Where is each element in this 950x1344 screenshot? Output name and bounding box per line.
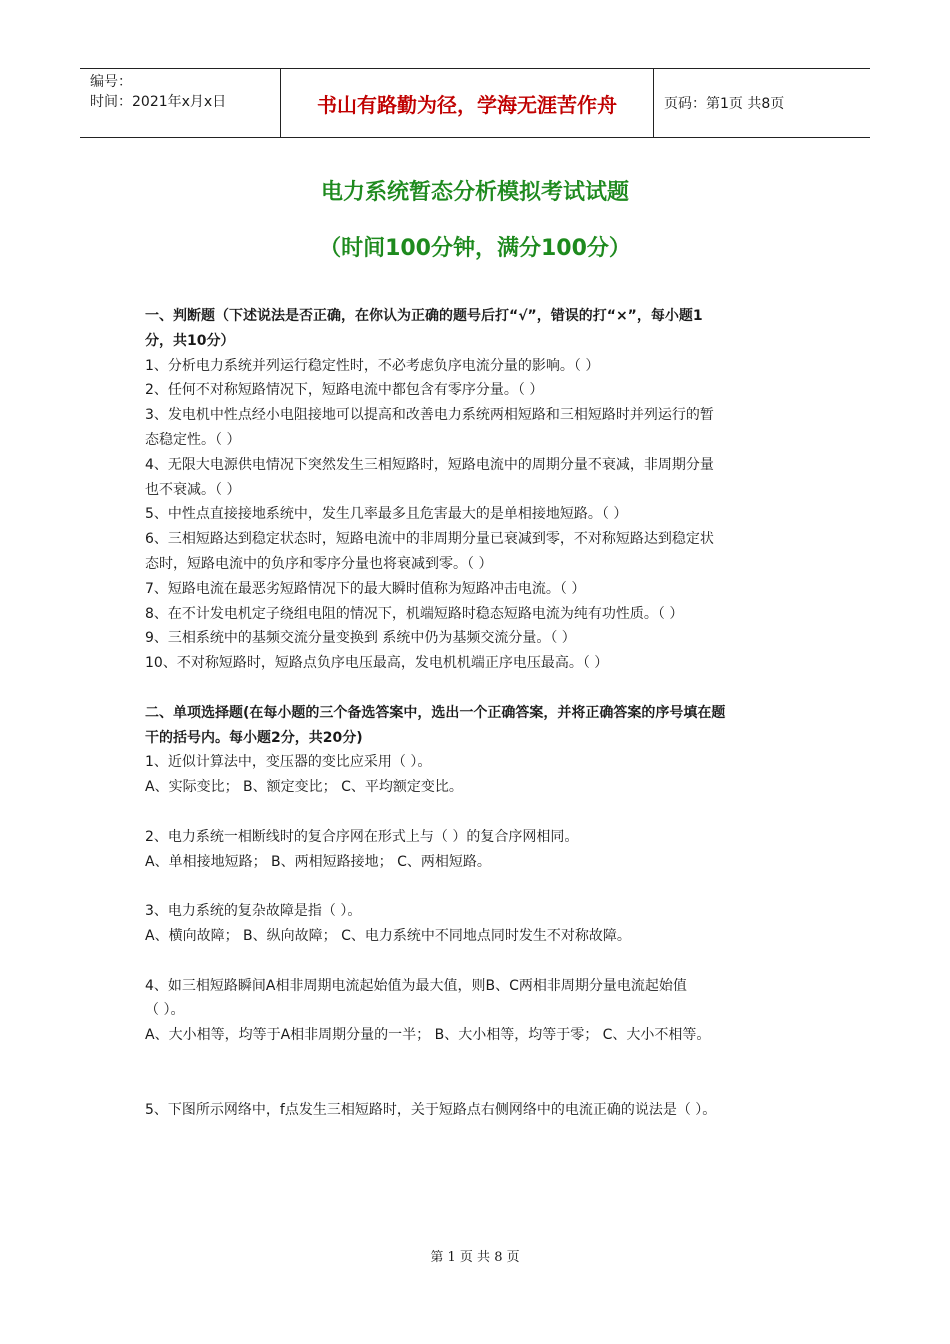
spacer <box>145 800 807 825</box>
exam-content <box>145 304 807 1122</box>
page-label: 页码：第1页 共8页 <box>664 96 785 112</box>
motto-text: 书山有路勤为径，学海无涯苦作舟 <box>317 92 617 117</box>
time-label: 时间：2021年x月x日 <box>90 94 227 110</box>
question-line: 5、中性点直接接地系统中，发生几率最多且危害最大的是单相接地短路。（ ） <box>145 506 628 523</box>
motto-cell <box>281 69 654 137</box>
section1-heading: 一、判断题（下述说法是否正确，在你认为正确的题号后打“√”，错误的打“×”，每小题1 <box>145 308 703 324</box>
header-table <box>80 68 870 138</box>
question-line: 1、分析电力系统并列运行稳定性时，不必考虑负序电流分量的影响。（ ） <box>145 357 600 374</box>
question-line: 10、不对称短路时，短路点负序电压最高，发电机机端正序电压最高。（ ） <box>145 655 609 672</box>
answer-options: A、实际变比； B、额定变比； C、平均额定变比。 <box>145 779 463 796</box>
page-footer: 第 1 页 共 8 页 <box>430 1250 520 1265</box>
question-line: 2、任何不对称短路情况下，短路电流中都包含有零序分量。（ ） <box>145 382 544 399</box>
answer-options: A、横向故障； B、纵向故障； C、电力系统中不同地点同时发生不对称故障。 <box>145 927 631 944</box>
page-cell <box>654 69 870 137</box>
question-line: 4、无限大电源供电情况下突然发生三相短路时，短路电流中的周期分量不衰减，非周期分量 <box>145 456 714 473</box>
question-line: 6、三相短路达到稳定状态时，短路电流中的非周期分量已衰减到零，不对称短路达到稳定状 <box>145 531 714 548</box>
question-line: 3、电力系统的复杂故障是指（ ）。 <box>145 903 362 920</box>
section1-heading: 分，共10分） <box>145 332 235 349</box>
question-line: 2、电力系统一相断线时的复合序网在形式上与（ ）的复合序网相同。 <box>145 828 579 845</box>
question-line: 4、如三相短路瞬间A相非周期电流起始值为最大值，则B、C两相非周期分量电流起始值 <box>145 977 687 994</box>
spacer <box>145 949 807 974</box>
spacer <box>145 1048 807 1098</box>
spacer <box>145 874 807 899</box>
page-title: 电力系统暂态分析模拟考试试题 <box>320 180 629 205</box>
question-line: 态稳定性。（ ） <box>145 431 241 448</box>
answer-options: A、大小相等，均等于A相非周期分量的一半； B、大小相等，均等于零； C、大小不相等。 <box>145 1027 711 1044</box>
page-subtitle: （时间100分钟，满分100分） <box>319 236 631 261</box>
question-line: 5、下图所示网络中，f点发生三相短路时，关于短路点右侧网络中的电流正确的说法是（ ）。 <box>145 1101 717 1118</box>
question-line: （ ）。 <box>145 1002 185 1019</box>
question-line: 也不衰减。（ ） <box>145 481 241 498</box>
header-meta-cell <box>80 69 281 137</box>
question-line: 3、发电机中性点经小电阻接地可以提高和改善电力系统两相短路和三相短路时并列运行的暂 <box>145 407 714 424</box>
section2-heading: 二、单项选择题(在每小题的三个备选答案中，选出一个正确答案，并将正确答案的序号填在题 <box>145 704 726 721</box>
answer-options: A、单相接地短路； B、两相短路接地； C、两相短路。 <box>145 853 491 870</box>
question-line: 9、三相系统中的基频交流分量变换到 系统中仍为基频交流分量。（ ） <box>145 630 576 647</box>
question-line: 7、短路电流在最恶劣短路情况下的最大瞬时值称为短路冲击电流。（ ） <box>145 580 586 597</box>
number-label: 编号： <box>90 74 132 90</box>
section2-heading: 干的括号内。每小题2分，共20分) <box>145 729 363 746</box>
spacer <box>145 676 807 701</box>
question-line: 1、近似计算法中，变压器的变比应采用（ ）。 <box>145 754 432 771</box>
question-line: 态时，短路电流中的负序和零序分量也将衰减到零。（ ） <box>145 555 493 572</box>
question-line: 8、在不计发电机定子绕组电阻的情况下，机端短路时稳态短路电流为纯有功性质。（ ） <box>145 605 684 622</box>
